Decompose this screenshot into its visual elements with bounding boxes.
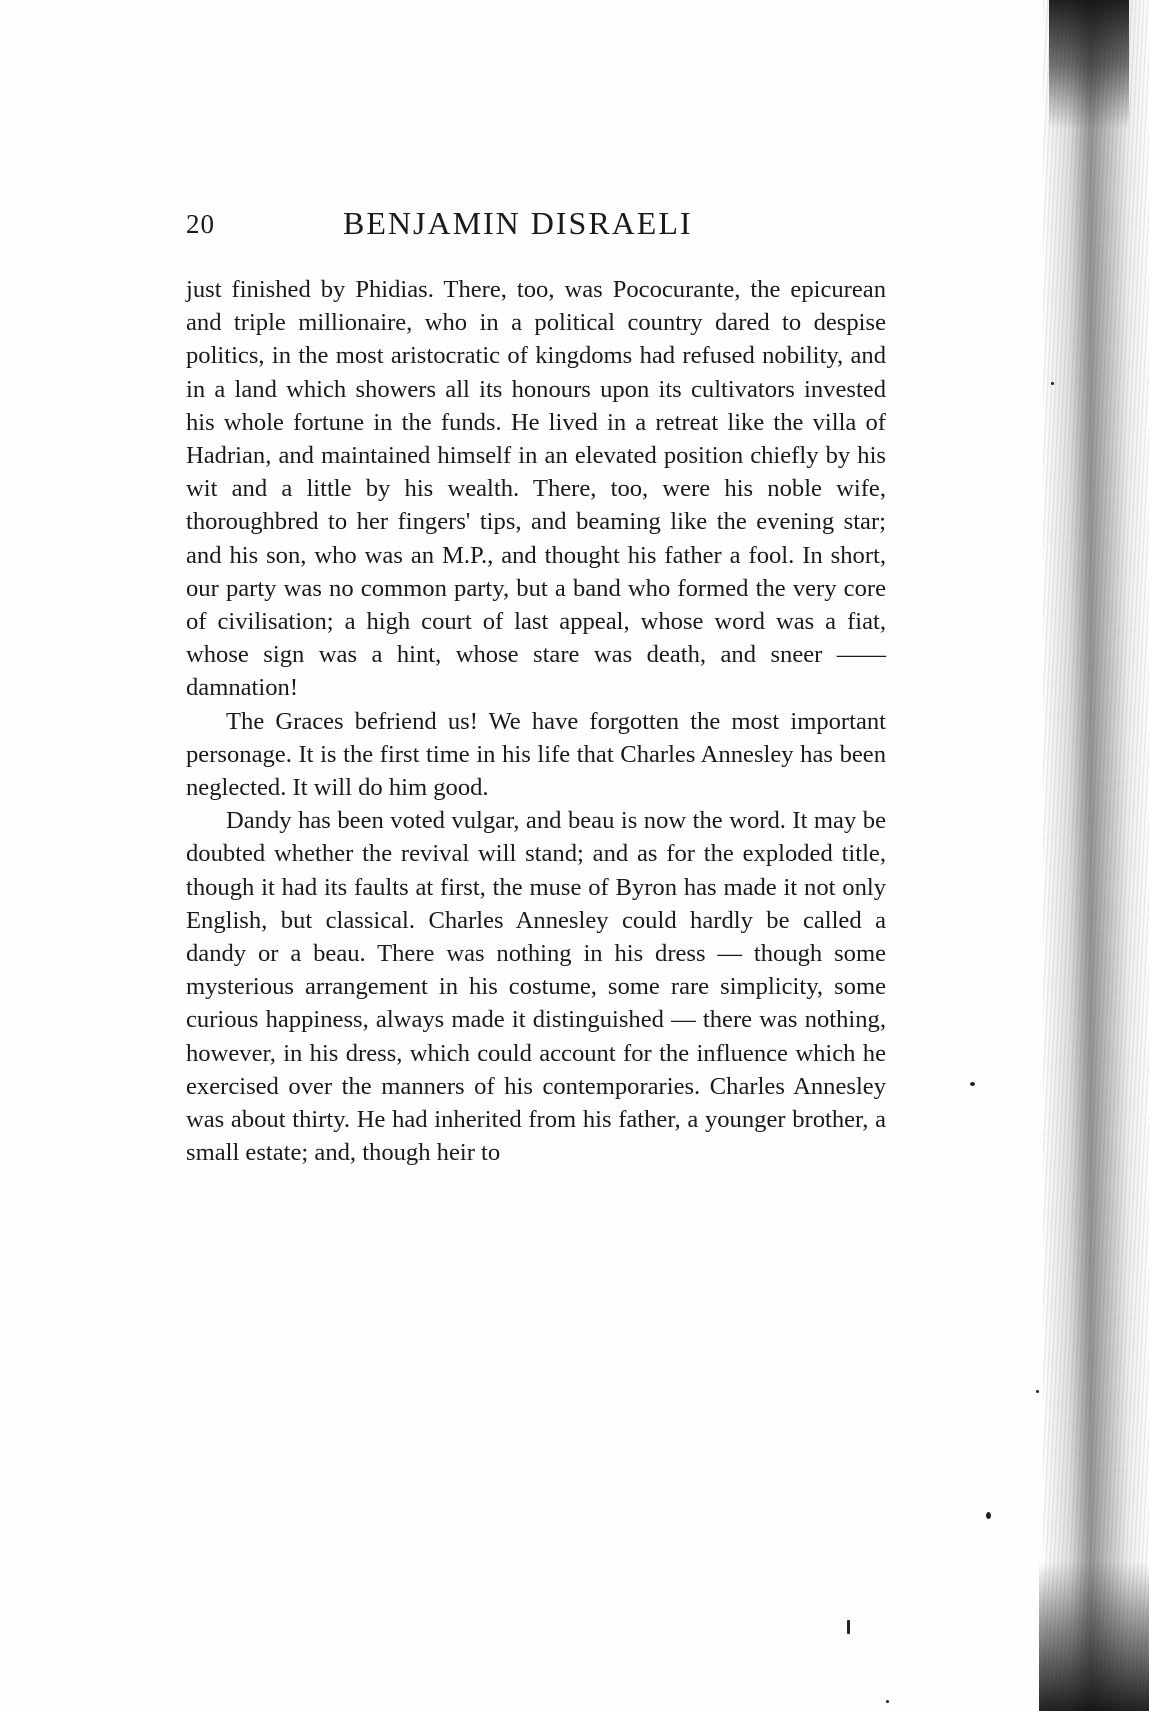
paragraph-3: Dandy has been voted vulgar, and beau is now the word. It may be doubted whether the revival will stand; and as for the exploded title, though it had its faults at first, the muse of Byron has made it not only English, but classical. Charles Annesley could hardly be called a dandy or a beau. There was nothing in his dress — though some mysterious arrangement in his costume, some rare simplicity, some curious happiness, always made it distinguished — there was nothing, however, in his dress, which could account for the influence which he exercised over the manners of his contemporaries. Charles Annesley was about thirty. He had inherited from his father, a younger brother, a small estate; and, though heir to (186, 807, 886, 1167)
binding-shadow (1043, 0, 1149, 1711)
paragraph-2: The Graces befriend us! We have forgotten the most important personage. It is the first time in his life that Charles Annesley has been neglected. It will do him good. (186, 707, 886, 802)
binding-shadow-bottom (1039, 1561, 1149, 1711)
scan-speck (970, 1082, 975, 1086)
scan-speck (886, 1700, 889, 1703)
page-number: 20 (186, 209, 215, 239)
binding-shadow-top (1049, 0, 1129, 130)
running-head: BENJAMIN DISRAELI (343, 205, 693, 241)
page-header (186, 205, 896, 245)
body-text (186, 273, 886, 1169)
scan-speck (847, 1620, 850, 1634)
scan-speck (1036, 1390, 1039, 1393)
scan-speck (986, 1512, 991, 1519)
paragraph-1: just finished by Phidias. There, too, was Pococurante, the epicurean and triple millionaire, who in a political country dared to despise politics, in the most aristocratic of kingdoms had refused nobility, and in a land which showers all its honours upon its cultivators invested his whole fortune in the funds. He lived in a retreat like the villa of Hadrian, and maintained himself in an elevated position chiefly by his wit and a little by his wealth. There, too, were his noble wife, thoroughbred to her fingers' tips, and beaming like the evening star; and his son, who was an M.P., and thought his father a fool. In short, our party was no common party, but a band who formed the very core of civilisation; a high court of last appeal, whose word was a fiat, whose sign was a hint, whose stare was death, and sneer —— damnation! (186, 276, 886, 702)
scan-speck (1051, 382, 1054, 385)
